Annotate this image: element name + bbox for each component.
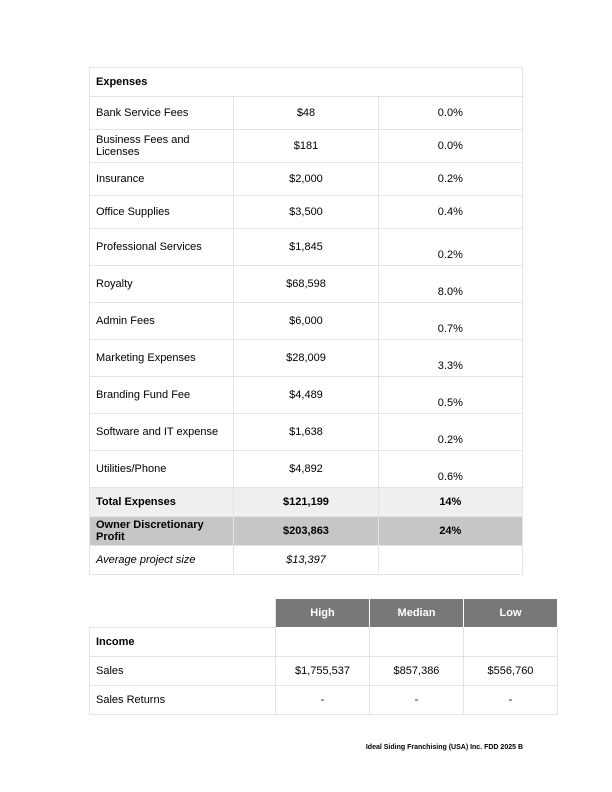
income-table bbox=[89, 598, 558, 715]
expense-amount: $4,892 bbox=[234, 451, 378, 488]
expense-amount: $2,000 bbox=[234, 163, 378, 196]
income-row-label: Sales Returns bbox=[90, 686, 276, 715]
expense-percent: 0.2% bbox=[378, 414, 522, 451]
expenses-header-row bbox=[90, 68, 523, 97]
expense-label: Marketing Expenses bbox=[90, 340, 234, 377]
owner-profit-label: Owner Discretionary Profit bbox=[90, 517, 234, 546]
expense-label: Admin Fees bbox=[90, 303, 234, 340]
expense-percent: 0.5% bbox=[378, 377, 522, 414]
expense-label: Professional Services bbox=[90, 229, 234, 266]
column-header-high: High bbox=[276, 599, 370, 628]
expense-label: Branding Fund Fee bbox=[90, 377, 234, 414]
expense-label: Business Fees and Licenses bbox=[90, 130, 234, 163]
table-row bbox=[90, 97, 523, 130]
owner-profit-row bbox=[90, 517, 523, 546]
expense-label: Office Supplies bbox=[90, 196, 234, 229]
income-value-high: $1,755,537 bbox=[276, 657, 370, 686]
table-row bbox=[90, 229, 523, 266]
average-project-amount: $13,397 bbox=[234, 546, 378, 575]
total-expenses-label: Total Expenses bbox=[90, 488, 234, 517]
expenses-table bbox=[89, 67, 523, 575]
total-expenses-percent: 14% bbox=[378, 488, 522, 517]
empty-cell bbox=[370, 628, 464, 657]
owner-profit-percent: 24% bbox=[378, 517, 522, 546]
expense-amount: $28,009 bbox=[234, 340, 378, 377]
owner-profit-amount: $203,863 bbox=[234, 517, 378, 546]
income-header-row bbox=[90, 599, 558, 628]
table-row bbox=[90, 451, 523, 488]
expense-label: Insurance bbox=[90, 163, 234, 196]
expense-amount: $181 bbox=[234, 130, 378, 163]
expense-amount: $6,000 bbox=[234, 303, 378, 340]
total-expenses-row bbox=[90, 488, 523, 517]
expense-amount: $4,489 bbox=[234, 377, 378, 414]
expense-percent: 0.0% bbox=[378, 130, 522, 163]
income-row-label: Sales bbox=[90, 657, 276, 686]
average-project-empty bbox=[378, 546, 522, 575]
average-project-row bbox=[90, 546, 523, 575]
expense-percent: 0.4% bbox=[378, 196, 522, 229]
table-row bbox=[90, 196, 523, 229]
column-header-median: Median bbox=[370, 599, 464, 628]
column-header-low: Low bbox=[464, 599, 558, 628]
expense-percent: 0.2% bbox=[378, 229, 522, 266]
income-value-median: - bbox=[370, 686, 464, 715]
expense-amount: $1,845 bbox=[234, 229, 378, 266]
table-row bbox=[90, 163, 523, 196]
header-blank-cell bbox=[90, 599, 276, 628]
table-row bbox=[90, 130, 523, 163]
income-value-low: - bbox=[464, 686, 558, 715]
expense-percent: 0.2% bbox=[378, 163, 522, 196]
table-row bbox=[90, 414, 523, 451]
page-footer: Ideal Siding Franchising (USA) Inc. FDD 2025 B bbox=[365, 744, 523, 751]
expense-amount: $1,638 bbox=[234, 414, 378, 451]
table-row bbox=[90, 340, 523, 377]
expense-percent: 8.0% bbox=[378, 266, 522, 303]
expense-percent: 0.7% bbox=[378, 303, 522, 340]
income-section-label: Income bbox=[90, 628, 276, 657]
expense-amount: $48 bbox=[234, 97, 378, 130]
income-value-median: $857,386 bbox=[370, 657, 464, 686]
average-project-label: Average project size bbox=[90, 546, 234, 575]
empty-cell bbox=[464, 628, 558, 657]
expense-percent: 0.0% bbox=[378, 97, 522, 130]
income-section-row bbox=[90, 628, 558, 657]
table-row bbox=[90, 657, 558, 686]
income-value-high: - bbox=[276, 686, 370, 715]
expense-percent: 3.3% bbox=[378, 340, 522, 377]
expense-label: Royalty bbox=[90, 266, 234, 303]
expense-amount: $3,500 bbox=[234, 196, 378, 229]
expense-label: Utilities/Phone bbox=[90, 451, 234, 488]
expense-percent: 0.6% bbox=[378, 451, 522, 488]
table-row bbox=[90, 303, 523, 340]
expenses-header: Expenses bbox=[90, 68, 523, 97]
expense-label: Bank Service Fees bbox=[90, 97, 234, 130]
table-row bbox=[90, 266, 523, 303]
table-row bbox=[90, 686, 558, 715]
expense-label: Software and IT expense bbox=[90, 414, 234, 451]
table-row bbox=[90, 377, 523, 414]
expense-amount: $68,598 bbox=[234, 266, 378, 303]
empty-cell bbox=[276, 628, 370, 657]
total-expenses-amount: $121,199 bbox=[234, 488, 378, 517]
income-value-low: $556,760 bbox=[464, 657, 558, 686]
